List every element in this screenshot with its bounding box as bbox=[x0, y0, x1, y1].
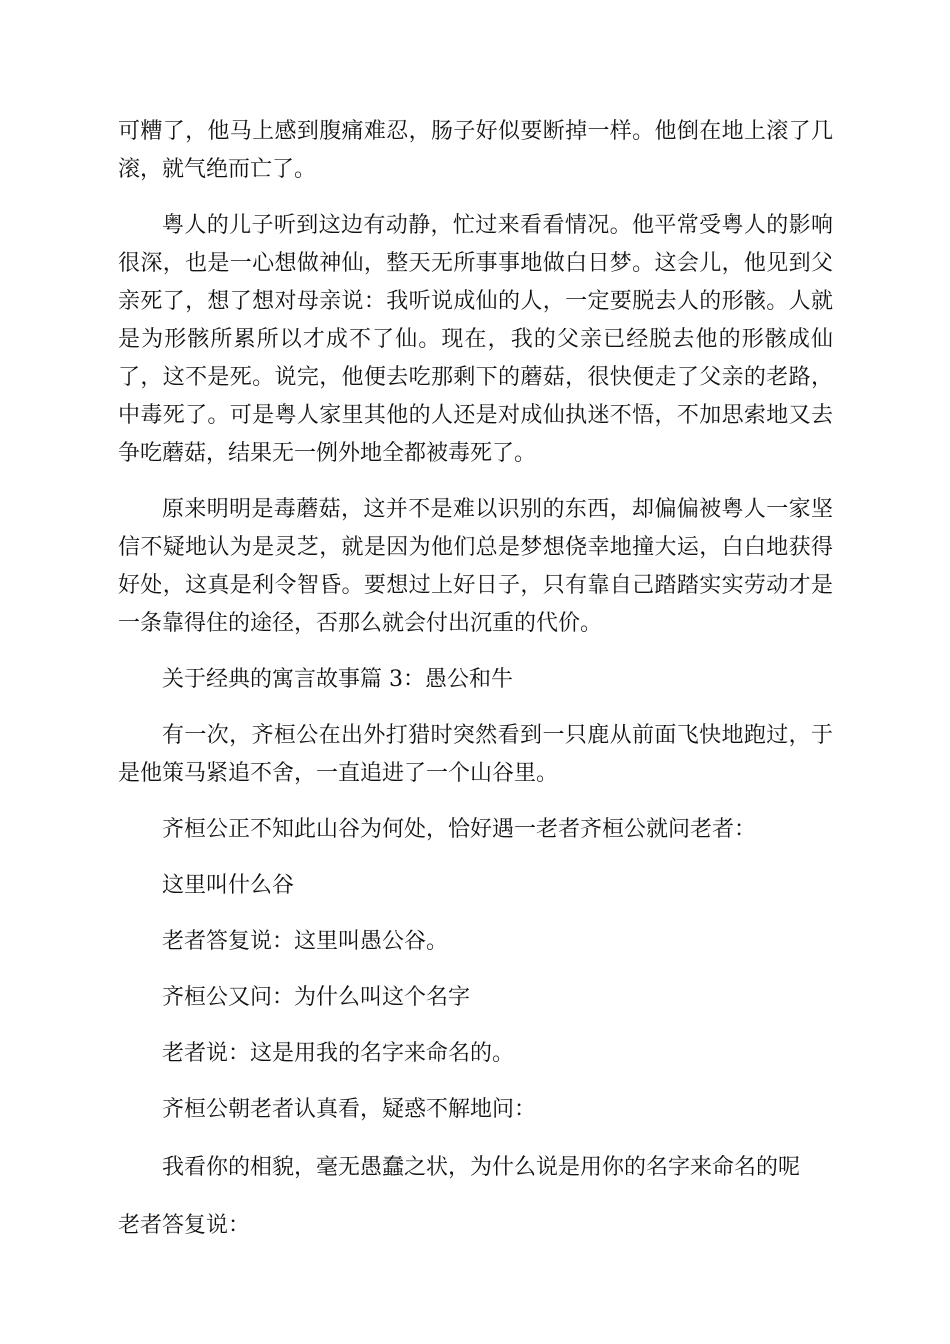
dialogue-line: 老者说：这是用我的名字来命名的。 bbox=[162, 1041, 515, 1066]
dialogue-line: 齐桓公又问：为什么叫这个名字 bbox=[162, 985, 471, 1010]
dialogue-line: 这里叫什么谷 bbox=[162, 873, 295, 898]
paragraph-son-story: 粤人的儿子听到这边有动静，忙过来看看情况。他平常受粤人的影响很深，也是一心想做神仙，整天无所事事地做白日梦。这会儿，他见到父亲死了，想了想对母亲说：我听说成仙的人，一定要脱去人的形骸。人就是为形骸所累所以才成不了仙。现在，我的父亲已经脱去他的形骸成仙了，这不是死。说完，他便去吃那剩下的蘑菇，很快便走了父亲的老路，中毒死了。可是粤人家里其他的人还是对成仙执迷不悟，不加思索地又去争吃蘑菇，结果无一例外地全都被毒死了。 bbox=[118, 213, 833, 466]
paragraph-moral: 原来明明是毒蘑菇，这并不是难以识别的东西，却偏偏被粤人一家坚信不疑地认为是灵芝，就是因为他们总是梦想侥幸地撞大运，白白地获得好处，这真是利令智昏。要想过上好日子，只有靠自己踏踏实实劳动才是一条靠得住的途径，否那么就会付出沉重的代价。 bbox=[118, 497, 833, 636]
paragraph-continuation: 可糟了，他马上感到腹痛难忍，肠子好似要断掉一样。他倒在地上滚了几滚，就气绝而亡了。 bbox=[118, 119, 833, 182]
paragraph-valley-question: 齐桓公正不知此山谷为何处，恰好遇一老者齐桓公就问老者： bbox=[162, 817, 757, 842]
dialogue-line: 齐桓公朝老者认真看，疑惑不解地问： bbox=[162, 1097, 537, 1122]
paragraph-hunting: 有一次，齐桓公在出外打猎时突然看到一只鹿从前面飞快地跑过，于是他策马紧追不舍，一直追进了一个山谷里。 bbox=[118, 723, 833, 786]
dialogue-line: 老者答复说：这里叫愚公谷。 bbox=[162, 929, 449, 954]
section-heading: 关于经典的寓言故事篇 3：愚公和牛 bbox=[162, 667, 513, 692]
body-text bbox=[118, 113, 833, 1245]
dialogue-line: 老者答复说： bbox=[118, 1213, 251, 1238]
dialogue-line: 我看你的相貌，毫无愚蠢之状，为什么说是用你的名字来命名的呢 bbox=[162, 1155, 801, 1180]
